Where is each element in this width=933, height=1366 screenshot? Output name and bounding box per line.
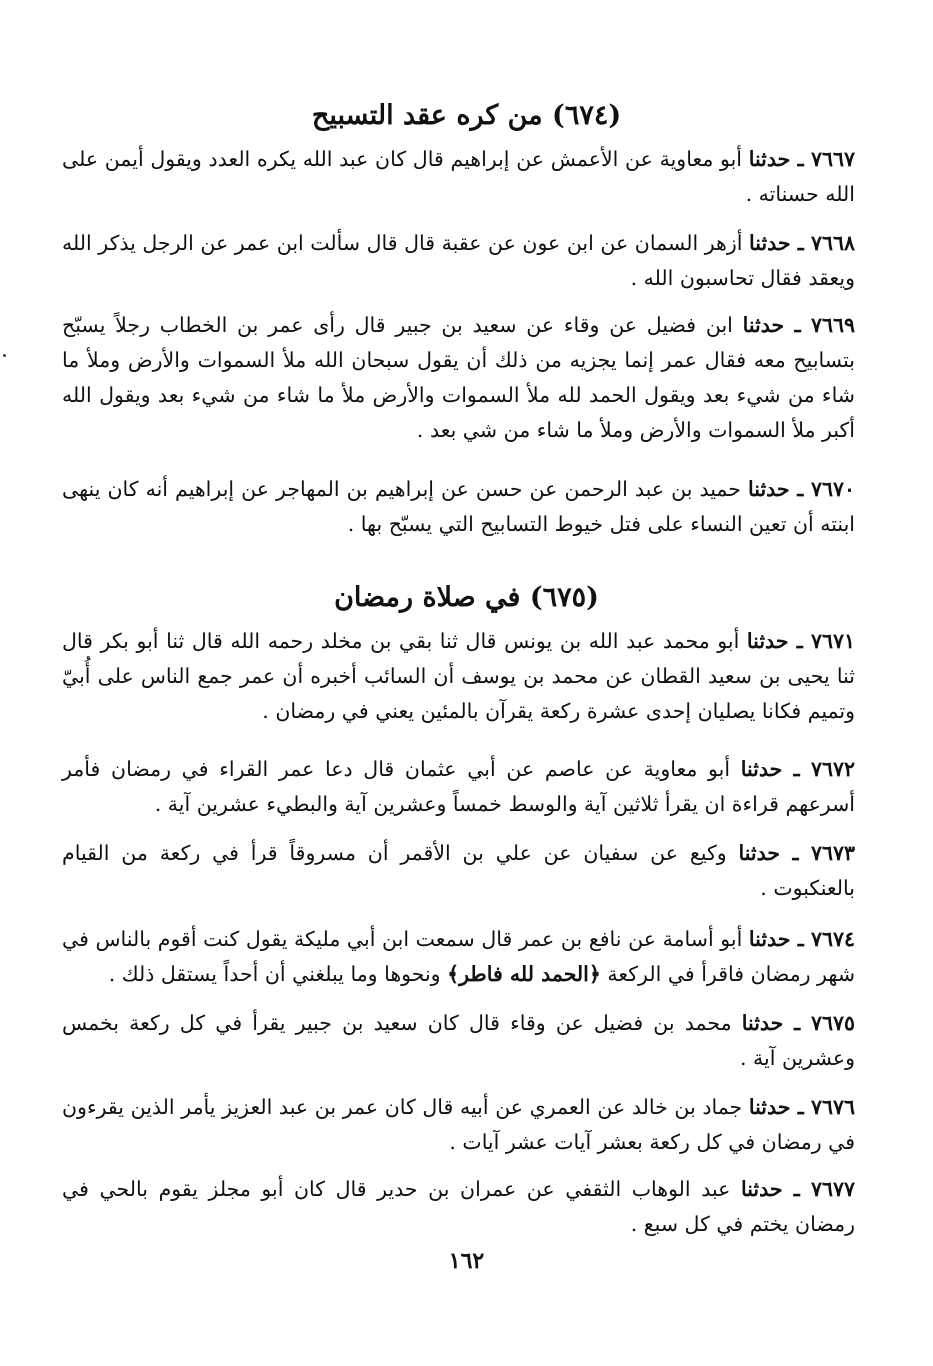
hadith-paragraph: [62, 226, 855, 296]
hadith-lead-word: حدثنا: [741, 1011, 784, 1035]
hadith-text: جماد بن خالد عن العمري عن أبيه قال كان عمر بن عبد العزيز يأمر الذين يقرءون في رمضان في كل ركعة بعشر آيات عشر آيات .: [62, 1095, 855, 1154]
hadith-number: ٧٦٧٢: [810, 757, 856, 781]
hadith-text: أبو معاوية عن الأعمش عن إبراهيم قال كان عبد الله يكره العدد ويقول أيمن على الله حسناته .: [62, 147, 855, 206]
hadith-separator: ـ: [782, 1177, 811, 1201]
hadith-lead-word: حدثنا: [749, 231, 791, 255]
hadith-number: ٧٦٧٧: [810, 1177, 856, 1201]
hadith-lead-word: حدثنا: [748, 1095, 791, 1119]
hadith-separator: ـ: [790, 1095, 811, 1119]
hadith-lead-word: حدثنا: [748, 927, 791, 951]
hadith-separator: ـ: [790, 147, 811, 171]
hadith-paragraph: [62, 142, 855, 212]
hadith-separator: ـ: [790, 927, 811, 951]
hadith-text: محمد بن فضيل عن وقاء قال كان سعيد بن جبير يقرأ في كل ركعة بخمس وعشرين آية .: [62, 1011, 855, 1070]
hadith-number: ٧٦٦٧: [810, 147, 855, 171]
hadith-text: عبد الوهاب الثقفي عن عمران بن حدير قال كان أبو مجلز يقوم بالحي في رمضان يختم في كل سبع .: [62, 1177, 855, 1236]
hadith-number: ٧٦٦٩: [810, 313, 855, 337]
hadith-number: ٧٦٧٠: [810, 477, 855, 501]
hadith-paragraph: [62, 1172, 855, 1244]
hadith-text: أزهر السمان عن ابن عون عن عقبة قال قال سألت ابن عمر عن الرجل يذكر الله ويعقد فقال تحاسبون الله .: [62, 231, 855, 290]
section-title: (٦٧٤) من كره عقد التسبيح: [311, 100, 622, 131]
hadith-paragraph: [62, 1090, 855, 1162]
hadith-lead-word: حدثنا: [748, 477, 790, 501]
hadith-number: ٧٦٦٨: [810, 231, 856, 255]
section-title: (٦٧٥) في صلاة رمضان: [334, 582, 599, 613]
hadith-separator: ـ: [788, 629, 811, 653]
hadith-paragraph: [62, 472, 855, 544]
margin-mark: [3, 354, 6, 357]
hadith-text: حميد بن عبد الرحمن عن حسن عن إبراهيم بن المهاجر عن إبراهيم أنه كان ينهى ابنته أن تعين النساء على فتل خيوط التسابيح التي يسبّح بها .: [62, 477, 855, 536]
hadith-lead-word: حدثنا: [740, 1177, 783, 1201]
hadith-text: أبو معاوية عن عاصم عن أبي عثمان قال دعا عمر القراء في رمضان فأمر أسرعهم قراءة ان يقرأ ثلاثين آية والوسط خمساً وعشرين آية والبطيء عشرين آية .: [62, 757, 855, 816]
hadith-lead-word: حدثنا: [746, 629, 789, 653]
hadith-paragraph: [62, 922, 855, 994]
hadith-paragraph: [62, 624, 855, 736]
hadith-text: أبو محمد عبد الله بن يونس قال ثنا بقي بن مخلد رحمه الله قال ثنا أبو بكر قال ثنا يحيى بن سعيد القطان عن محمد بن يوسف أن السائب أخبره أن عمر جمع الناس على أُبيّ وتميم فكانا يصليان إحدى عشرة ركعة يقرآن بالمئين يعني في رمضان .: [62, 629, 855, 723]
hadith-lead-word: حدثنا: [738, 841, 781, 865]
hadith-paragraph: [62, 836, 855, 908]
page-number: ١٦٢: [448, 1248, 485, 1274]
hadith-text: أبو أسامة عن نافع بن عمر قال سمعت ابن أبي مليكة يقول كنت أقوم بالناس في شهر رمضان فاقرأ في الركعة: [62, 927, 855, 986]
hadith-text: وكيع عن سفيان عن علي بن الأقمر أن مسروقاً قرأ في ركعة من القيام بالعنكبوت .: [62, 841, 855, 900]
hadith-text: ابن فضيل عن وقاء عن سعيد بن جبير قال رأى عمر بن الخطاب رجلاً يسبّح بتسابيح معه فقال عمر إنما يجزيه من ذلك أن يقول سبحان الله ملأ السموات والأرض وملأ ما شاء من شيء بعد ويقول الحمد لله ملأ السموات والأرض ملأ ما شاء من شيء بعد ويقول الله أكبر ملأ السموات والأرض وملأ ما شاء من شي بعد .: [62, 313, 855, 442]
hadith-separator: ـ: [790, 231, 811, 255]
quran-quote: ﴿الحمد لله فاطر﴾: [447, 962, 601, 986]
hadith-separator: ـ: [782, 757, 811, 781]
hadith-lead-word: حدثنا: [742, 313, 785, 337]
hadith-separator: ـ: [783, 1011, 811, 1035]
hadith-separator: ـ: [780, 841, 811, 865]
hadith-number: ٧٦٧٦: [810, 1095, 856, 1119]
hadith-number: ٧٦٧٥: [810, 1011, 855, 1035]
hadith-number: ٧٦٧٣: [810, 841, 855, 865]
hadith-paragraph: [62, 1006, 855, 1078]
hadith-number: ٧٦٧٤: [810, 927, 856, 951]
hadith-separator: ـ: [789, 477, 811, 501]
hadith-lead-word: حدثنا: [748, 147, 791, 171]
hadith-paragraph: [62, 308, 855, 456]
hadith-number: ٧٦٧١: [810, 629, 856, 653]
hadith-text-continued: ونحوها وما يبلغني أن أحداً يستقل ذلك .: [108, 962, 448, 986]
hadith-lead-word: حدثنا: [740, 757, 783, 781]
hadith-paragraph: [62, 752, 855, 824]
hadith-separator: ـ: [784, 313, 811, 337]
